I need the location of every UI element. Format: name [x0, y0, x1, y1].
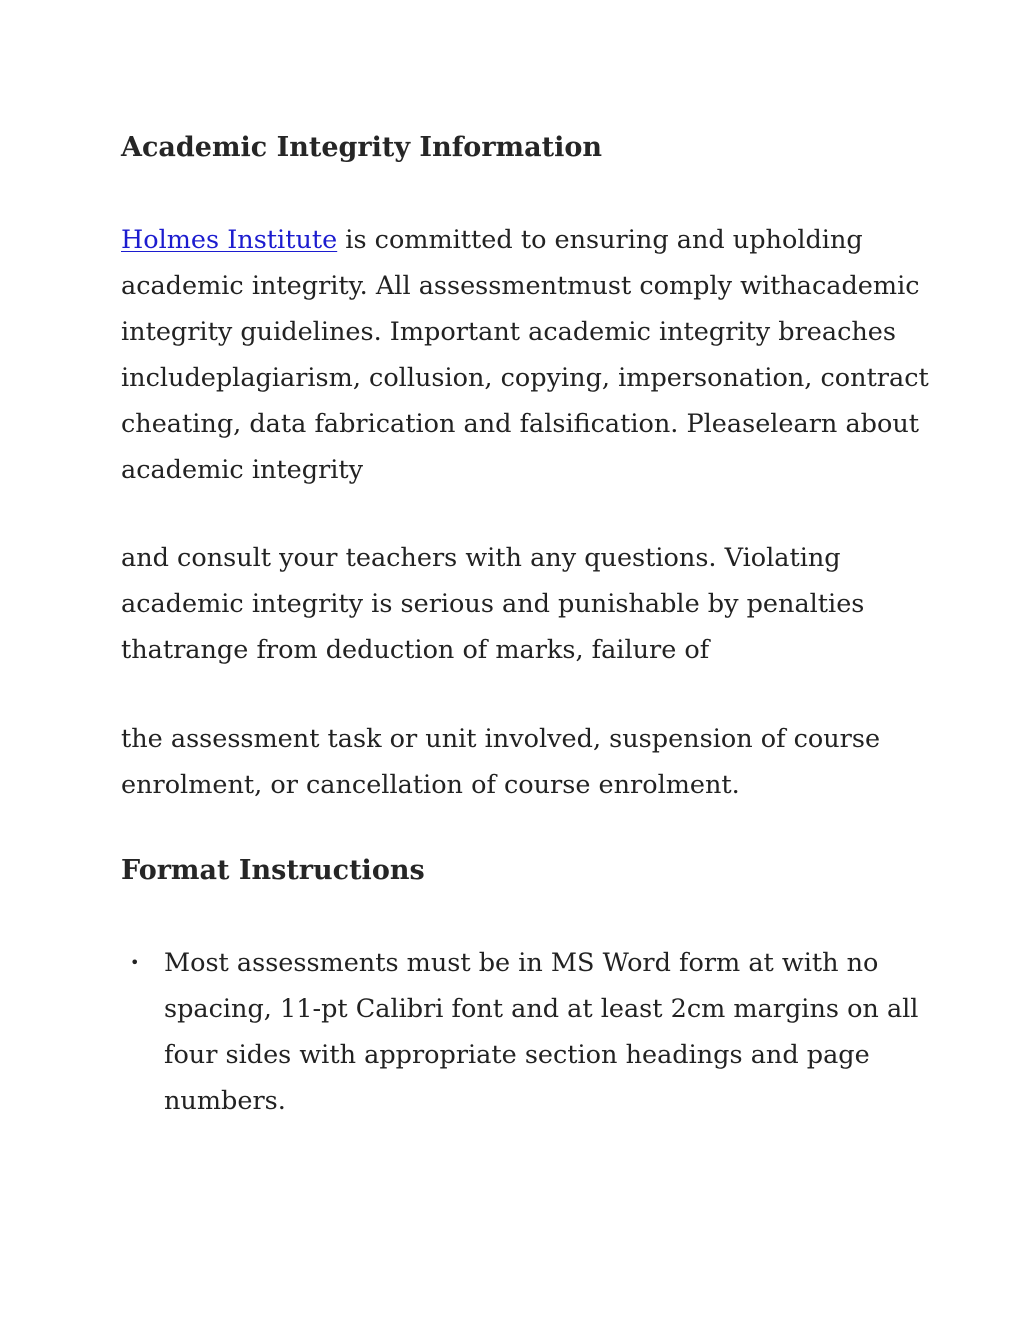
integrity-paragraph-1	[121, 217, 929, 493]
bullet-icon: •	[130, 953, 140, 972]
holmes-institute-link[interactable]: Holmes Institute	[121, 225, 338, 255]
format-instructions-heading: Format Instructions	[121, 855, 425, 886]
integrity-paragraph-3	[121, 716, 911, 808]
paragraph-line: the assessment task or unit involved, suspension of course	[121, 724, 881, 754]
academic-integrity-heading: Academic Integrity Information	[121, 132, 602, 163]
paragraph-line: academic integrity is serious and punishable by penalties	[121, 589, 865, 619]
list-item	[121, 940, 918, 1124]
list-item-line: Most assessments must be in MS Word form at with no	[164, 948, 879, 978]
paragraph-line: academic integrity. All assessmentmust comply withacademic	[121, 271, 920, 301]
paragraph-line: thatrange from deduction of marks, failure of	[121, 635, 710, 665]
list-item-line: numbers.	[164, 1086, 286, 1116]
paragraph-line: cheating, data fabrication and falsification. Pleaselearn about	[121, 409, 919, 439]
paragraph-line: academic integrity	[121, 455, 364, 485]
list-item-line: spacing, 11-pt Calibri font and at least 2cm margins on all	[164, 994, 919, 1024]
paragraph-line: includeplagiarism, collusion, copying, impersonation, contract	[121, 363, 929, 393]
paragraph-line: enrolment, or cancellation of course enrolment.	[121, 770, 740, 800]
integrity-paragraph-2	[121, 535, 911, 673]
format-instructions-list	[121, 940, 918, 1124]
paragraph-line: integrity guidelines. Important academic integrity breaches	[121, 317, 896, 347]
list-item-line: four sides with appropriate section headings and page	[164, 1040, 870, 1070]
paragraph-line	[121, 217, 911, 263]
paragraph-line: and consult your teachers with any questions. Violating	[121, 543, 841, 573]
paragraph-line-text: is committed to ensuring and upholding	[337, 225, 863, 255]
